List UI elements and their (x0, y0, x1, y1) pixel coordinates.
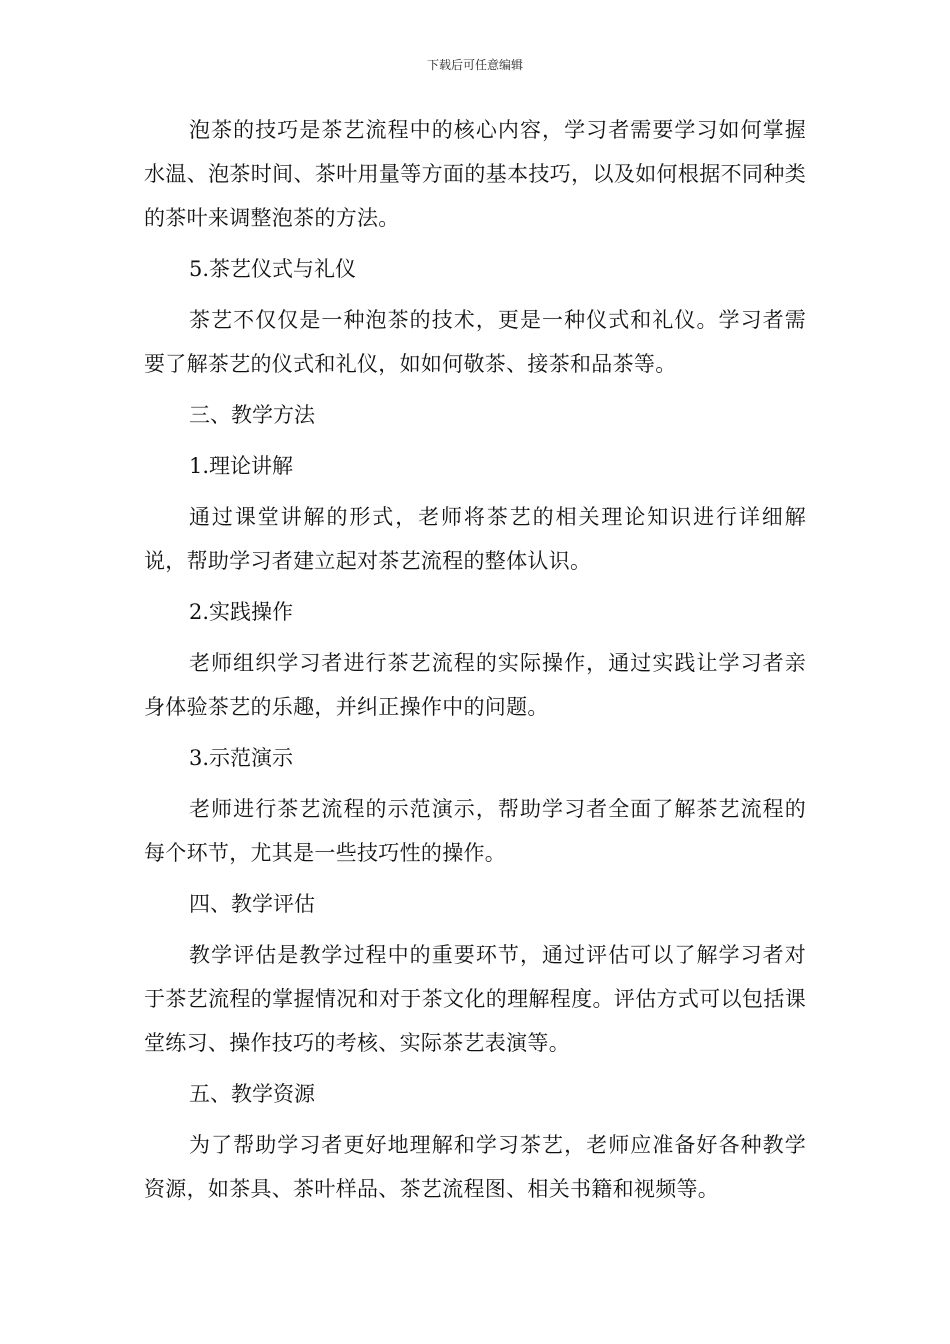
paragraph-theory-explanation: 通过课堂讲解的形式，老师将茶艺的相关理论知识进行详细解说，帮助学习者建立起对茶艺流程的整体认识。 (144, 505, 806, 573)
heading-teaching-evaluation: 四、教学评估 (189, 892, 315, 916)
paragraph-teaching-evaluation: 教学评估是教学过程中的重要环节，通过评估可以了解学习者对于茶艺流程的掌握情况和对于茶文化的理解程度。评估方式可以包括课堂练习、操作技巧的考核、实际茶艺表演等。 (144, 943, 806, 1055)
heading-practice: 2.实践操作 (189, 600, 294, 624)
heading-teaching-resources: 五、教学资源 (189, 1082, 315, 1106)
heading-demonstration: 3.示范演示 (189, 746, 294, 770)
paragraph-teaching-resources: 为了帮助学习者更好地理解和学习茶艺，老师应准备好各种教学资源，如茶具、茶叶样品、茶艺流程图、相关书籍和视频等。 (144, 1133, 806, 1201)
document-body (144, 108, 806, 1211)
page-header: 下载后可任意编辑 (426, 58, 523, 72)
paragraph-practice: 老师组织学习者进行茶艺流程的实际操作，通过实践让学习者亲身体验茶艺的乐趣，并纠正操作中的问题。 (144, 651, 806, 719)
heading-teaching-methods: 三、教学方法 (189, 403, 315, 427)
paragraph-brewing-skills: 泡茶的技巧是茶艺流程中的核心内容，学习者需要学习如何掌握水温、泡茶时间、茶叶用量等方面的基本技巧，以及如何根据不同种类的茶叶来调整泡茶的方法。 (144, 118, 806, 230)
heading-theory-explanation: 1.理论讲解 (189, 454, 294, 478)
paragraph-ceremony-etiquette: 茶艺不仅仅是一种泡茶的技术，更是一种仪式和礼仪。学习者需要了解茶艺的仪式和礼仪，如如何敬茶、接茶和品茶等。 (144, 308, 806, 376)
heading-tea-ceremony-etiquette: 5.茶艺仪式与礼仪 (189, 257, 357, 281)
paragraph-demonstration: 老师进行茶艺流程的示范演示，帮助学习者全面了解茶艺流程的每个环节，尤其是一些技巧性的操作。 (144, 797, 806, 865)
